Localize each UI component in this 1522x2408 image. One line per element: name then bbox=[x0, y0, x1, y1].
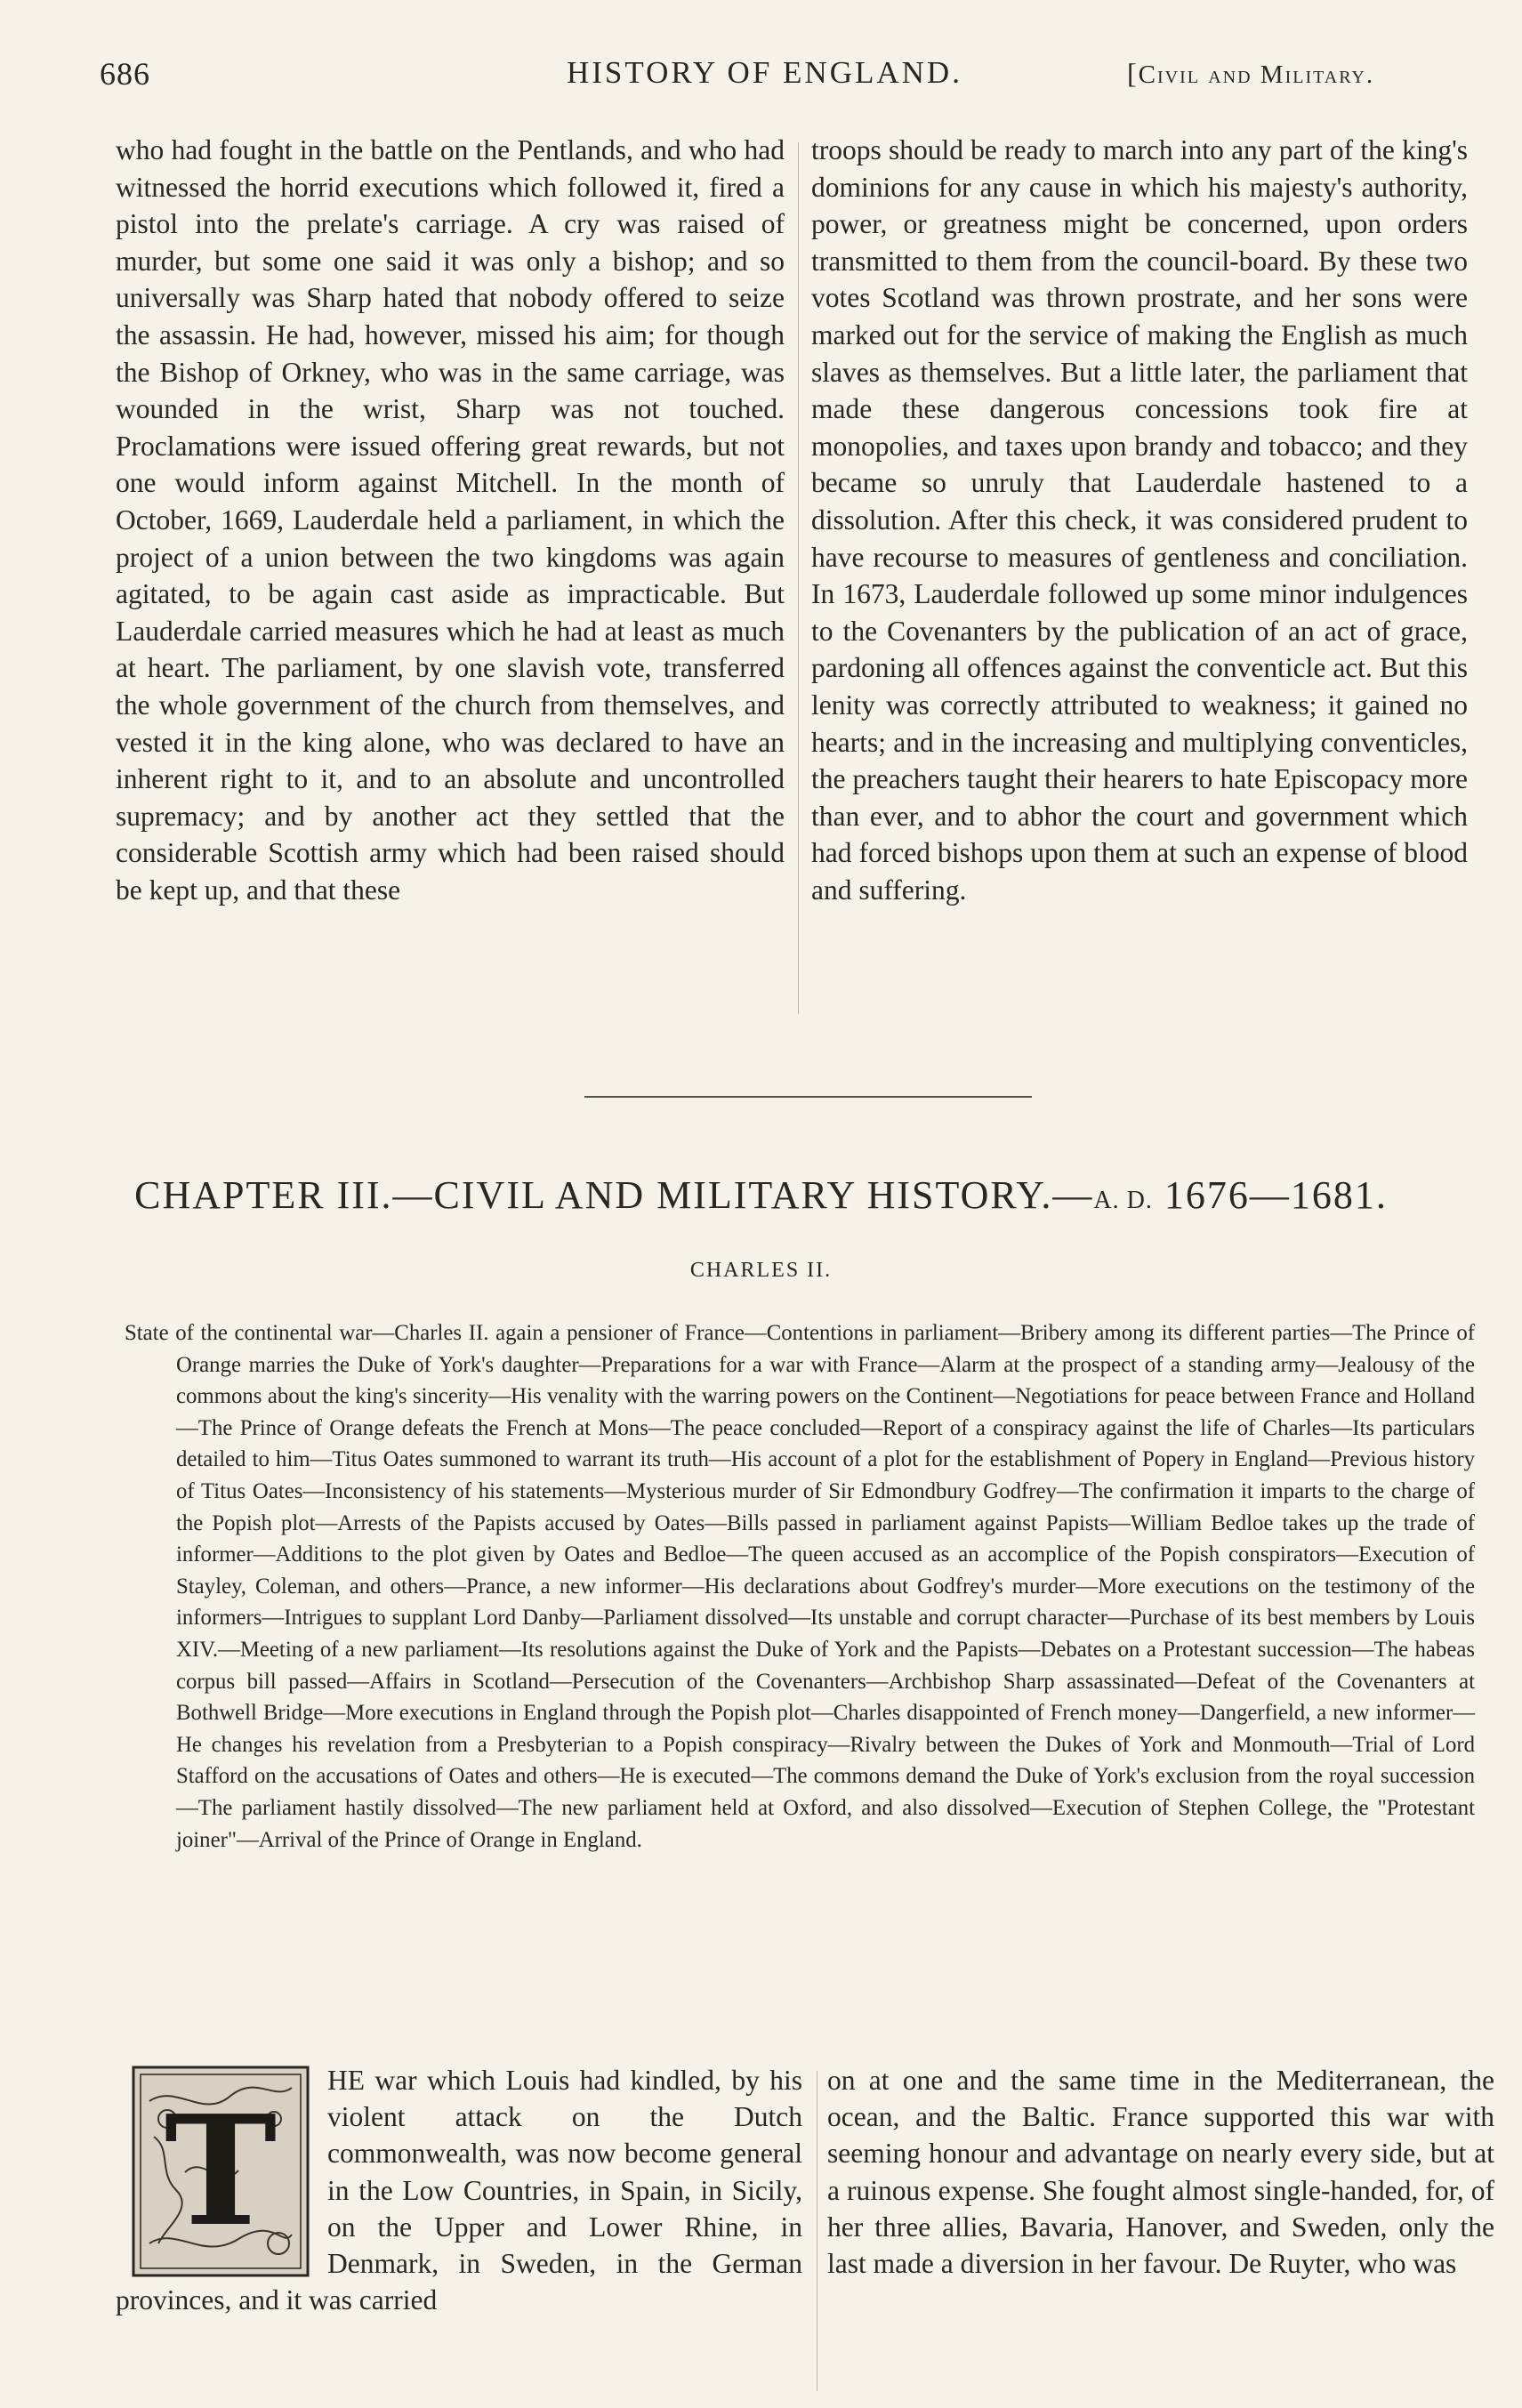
drop-initial-letter: T bbox=[164, 2082, 278, 2260]
running-section bbox=[1127, 57, 1374, 90]
section-bracket: [ bbox=[1127, 57, 1139, 89]
top-left-column: who had fought in the battle on the Pentlands, and who had witnessed the horrid executions which followed it, fired a pistol into the prelate's carriage. A cry was raised of murder, but some one said it was only a bishop; and so universally was Sharp hated that nobody offered to seize the assassin. He had, however, missed his aim; for though the Bishop of Orkney, who was in the same carriage, was wounded in the wrist, Sharp was not touched. Proclamations were issued offering great rewards, but not one would inform against Mitchell. In the month of October, 1669, Lauderdale held a parliament, in which the project of a union between the two kingdoms was again agitated, to be again cast aside as impracticable. But Lauderdale carried measures which he had at least as much at heart. The parliament, by one slavish vote, transferred the whole government of the church from themselves, and vested it in the king alone, who was declared to have an inherent right to it, and to an absolute and uncontrolled supremacy; and by another act they settled that the considerable Scottish army which had been raised should be kept up, and that these bbox=[116, 134, 785, 906]
page-number: 686 bbox=[100, 56, 150, 92]
ornamental-initial-icon bbox=[132, 2066, 310, 2277]
running-title: HISTORY OF ENGLAND. bbox=[567, 55, 962, 90]
chapter-title: CHAPTER III.—CIVIL AND MILITARY HISTORY.— bbox=[134, 1173, 1094, 1217]
decorated-drop-initial bbox=[132, 2066, 310, 2277]
column-divider-top bbox=[798, 142, 799, 1014]
chapter-synopsis: State of the continental war—Charles II. again a pensioner of France—Contentions in parliament—Bribery among its different parties—The Prince of Orange marries the Duke of York's daughter—Preparations for a war with France—Alarm at the prospect of a standing army—Jealousy of the commons about the king's sincerity—His venality with the warring powers on the Continent—Negotiations for peace between France and Holland—The Prince of Orange defeats the French at Mons—The peace concluded—Report of a conspiracy against the life of Charles—Its particulars detailed to him—Titus Oates summoned to warrant its truth—His account of a plot for the establishment of Popery in England—Previous history of Titus Oates—Inconsistency of his statements—Mysterious murder of Sir Edmondbury Godfrey—The confirmation it imparts to the charge of the Popish plot—Arrests of the Papists accused by Oates—Bills passed in parliament against Papists—William Bedloe takes up the trade of informer—Additions to the plot given by Oates and Bedloe—The queen accused as an accomplice of the Popish conspirators—Execution of Stayley, Coleman, and others—Prance, a new informer—His declarations about Godfrey's murder—More executions on the testimony of the informers—Intrigues to supplant Lord Danby—Parliament dissolved—Its unstable and corrupt character—Purchase of its best members by Louis XIV.—Meeting of a new parliament—Its resolutions against the Duke of York and the Papists—Debates on a Protestant succession—The habeas corpus bill passed—Affairs in Scotland—Persecution of the Covenanters—Archbishop Sharp assassinated—Defeat of the Covenanters at Bothwell Bridge—More executions in England through the Popish plot—Charles disappointed of French money—Dangerfield, a new informer—He changes his revelation from a Presbyterian to a Popish conspiracy—Rivalry between the Dukes of York and Monmouth—Trial of Lord Stafford on the accusations of Oates and others—He is executed—The commons demand the Duke of York's exclusion from the royal succession—The parliament hastily dissolved—The new parliament held at Oxford, and also dissolved—Execution of Stephen College, the "Protestant joiner"—Arrival of the Prince of Orange in England. bbox=[125, 1321, 1475, 1852]
opening-paragraph-text: HE war which Louis had kindled, by his violent attack on the Dutch commonwealth, was now become general in the Low Countries, in Spain, in Sicily, on the Upper and Lower Rhine, in Denmark, in Sweden, in the German provinces, and it was carried bbox=[116, 2065, 802, 2316]
chapter-heading bbox=[0, 1172, 1522, 1218]
running-header bbox=[100, 55, 1469, 100]
bottom-right-column: on at one and the same time in the Mediterranean, the ocean, and the Baltic. France supported this war with seeming honour and advantage on nearly every side, but at a ruinous expense. She fought almost single-handed, for, of her three allies, Bavaria, Hanover, and Sweden, only the last made a diversion in her favour. De Ruyter, who was bbox=[827, 2065, 1494, 2280]
chapter-era: A. D. bbox=[1093, 1187, 1153, 1214]
section-label: Civil and Military. bbox=[1138, 60, 1375, 89]
section-divider-rule bbox=[584, 1096, 1032, 1098]
bottom-left-column bbox=[116, 2062, 802, 2318]
top-right-column: troops should be ready to march into any part of the king's dominions for any cause in which his majesty's authority, power, or greatness might be concerned, upon orders transmitted to them from the council-board. By these two votes Scotland was thrown prostrate, and her sons were marked out for the service of making the English as much slaves as themselves. But a little later, the parliament that made these dangerous concessions took fire at monopolies, and taxes upon brandy and tobacco; and they became so unruly that Lauderdale hastened to a dissolution. After this check, it was considered prudent to have recourse to measures of gentleness and conciliation. In 1673, Lauderdale followed up some minor indulgences to the Covenanters by the publication of an act of grace, pardoning all offences against the conventicle act. But this lenity was correctly attributed to weakness; it gained no hearts; and in the increasing and multiplying conventicles, the preachers taught their hearers to hate Episcopacy more than ever, and to abhor the court and government which had forced bishops upon them at such an expense of blood and suffering. bbox=[811, 134, 1468, 906]
chapter-years: 1676—1681. bbox=[1152, 1173, 1388, 1217]
reign-subheading: CHARLES II. bbox=[689, 1259, 833, 1282]
